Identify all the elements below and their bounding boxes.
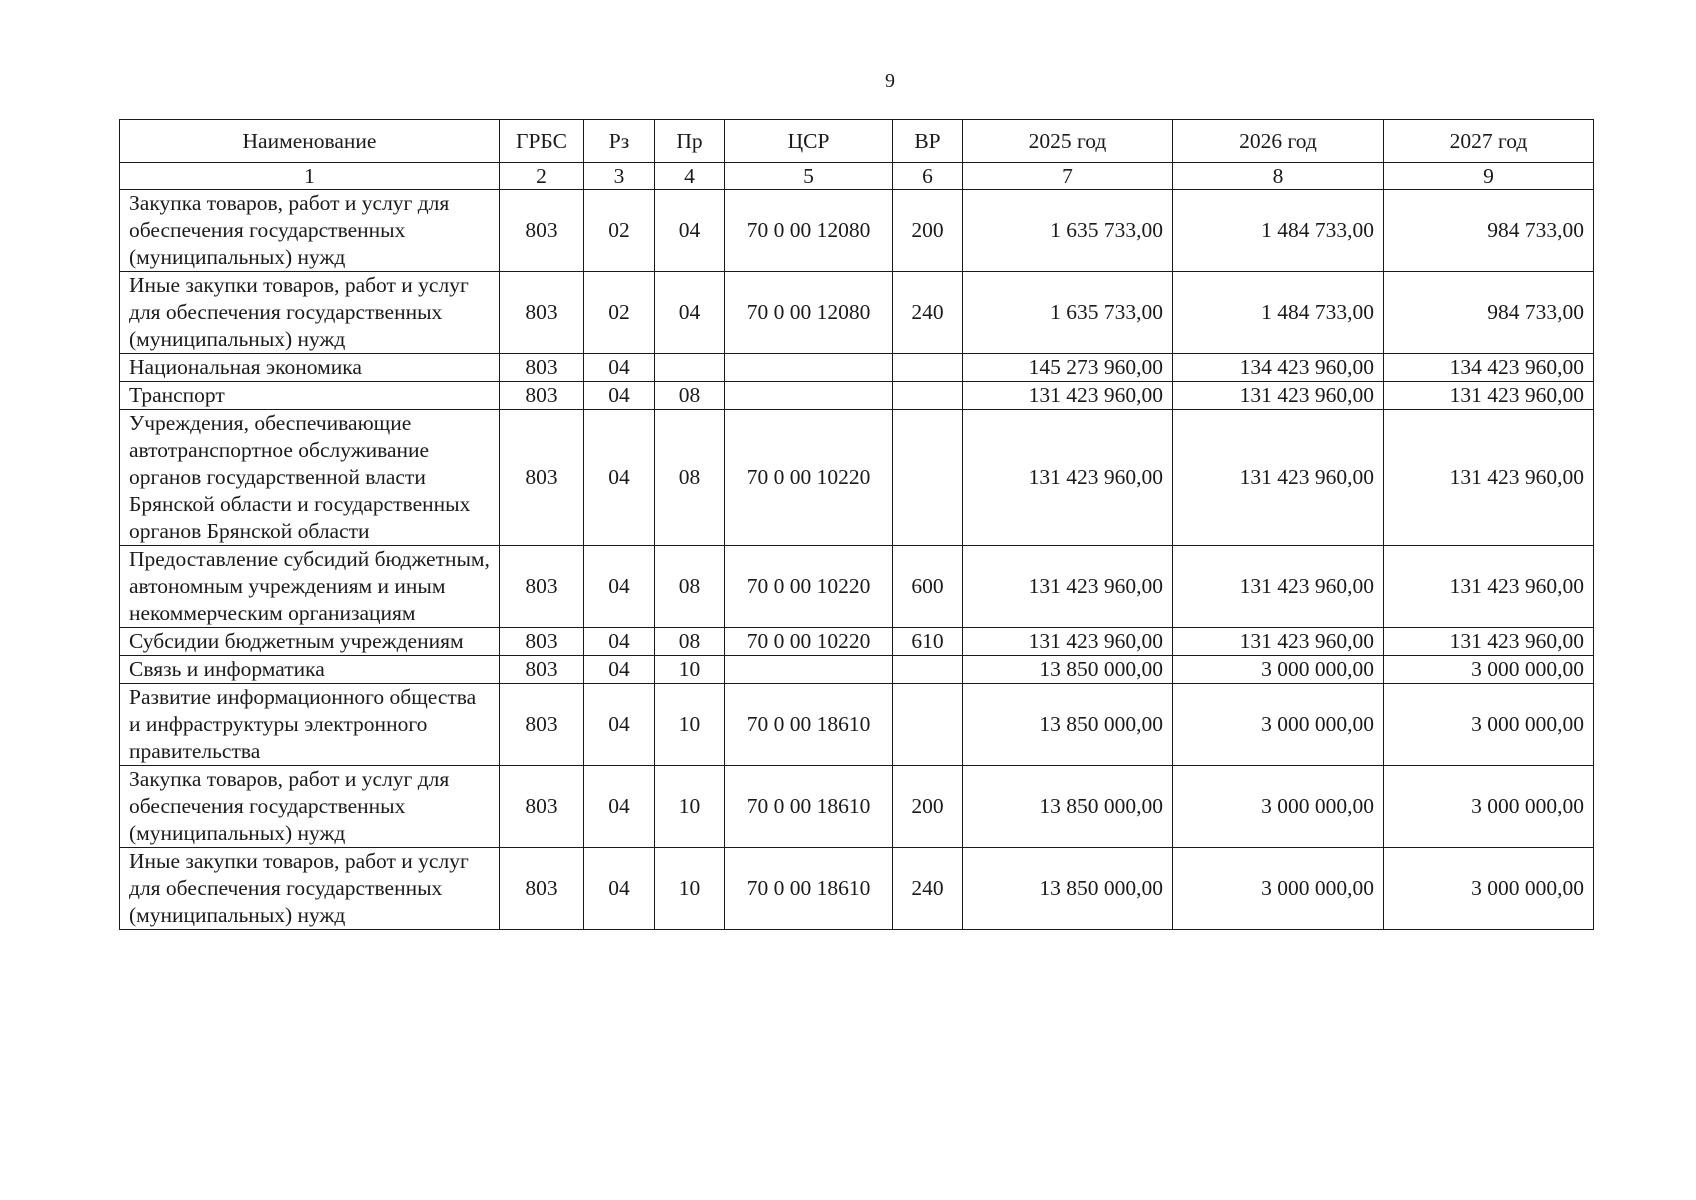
csr-cell: 70 0 00 12080 (725, 190, 893, 272)
table-row (120, 656, 1594, 684)
header-csr: ЦСР (725, 120, 893, 163)
pr-cell: 10 (655, 656, 725, 684)
pr-cell: 04 (655, 190, 725, 272)
grbs-cell: 803 (500, 410, 584, 546)
pr-cell: 04 (655, 272, 725, 354)
grbs-cell: 803 (500, 546, 584, 628)
name-cell: Связь и информатика (120, 656, 500, 684)
amount-2027-cell: 3 000 000,00 (1384, 684, 1594, 766)
vr-cell (893, 656, 963, 684)
pr-cell: 10 (655, 684, 725, 766)
rz-cell: 04 (584, 382, 655, 410)
amount-2026-cell: 1 484 733,00 (1173, 190, 1384, 272)
csr-cell: 70 0 00 10220 (725, 628, 893, 656)
table-row (120, 410, 1594, 546)
header-2027: 2027 год (1384, 120, 1594, 163)
amount-2025-cell: 13 850 000,00 (963, 766, 1173, 848)
vr-cell: 200 (893, 190, 963, 272)
name-cell: Национальная экономика (120, 354, 500, 382)
name-cell: Закупка товаров, работ и услуг для обеспечения государственных (муниципальных) нужд (120, 766, 500, 848)
amount-2025-cell: 131 423 960,00 (963, 382, 1173, 410)
table-row (120, 848, 1594, 930)
amount-2026-cell: 131 423 960,00 (1173, 382, 1384, 410)
table-row (120, 628, 1594, 656)
pr-cell: 10 (655, 766, 725, 848)
name-cell: Учреждения, обеспечивающие автотранспортное обслуживание органов государственной власти Брянской области и государственных органов Брянской области (120, 410, 500, 546)
name-cell: Транспорт (120, 382, 500, 410)
name-cell: Иные закупки товаров, работ и услуг для обеспечения государственных (муниципальных) нужд (120, 272, 500, 354)
pr-cell (655, 354, 725, 382)
table-row (120, 684, 1594, 766)
pr-cell: 08 (655, 410, 725, 546)
table-row (120, 272, 1594, 354)
header-rz: Рз (584, 120, 655, 163)
amount-2026-cell: 134 423 960,00 (1173, 354, 1384, 382)
rz-cell: 04 (584, 848, 655, 930)
grbs-cell: 803 (500, 190, 584, 272)
amount-2025-cell: 13 850 000,00 (963, 684, 1173, 766)
grbs-cell: 803 (500, 656, 584, 684)
amount-2027-cell: 3 000 000,00 (1384, 766, 1594, 848)
table-row (120, 546, 1594, 628)
column-number-row (120, 163, 1594, 190)
grbs-cell: 803 (500, 766, 584, 848)
amount-2027-cell: 131 423 960,00 (1384, 628, 1594, 656)
header-name: Наименование (120, 120, 500, 163)
column-number: 8 (1173, 163, 1384, 190)
amount-2025-cell: 1 635 733,00 (963, 190, 1173, 272)
amount-2026-cell: 131 423 960,00 (1173, 546, 1384, 628)
grbs-cell: 803 (500, 684, 584, 766)
rz-cell: 04 (584, 354, 655, 382)
vr-cell: 610 (893, 628, 963, 656)
rz-cell: 04 (584, 628, 655, 656)
column-number: 9 (1384, 163, 1594, 190)
column-number: 6 (893, 163, 963, 190)
vr-cell: 240 (893, 848, 963, 930)
name-cell: Иные закупки товаров, работ и услуг для обеспечения государственных (муниципальных) нужд (120, 848, 500, 930)
amount-2025-cell: 131 423 960,00 (963, 410, 1173, 546)
csr-cell: 70 0 00 18610 (725, 848, 893, 930)
table-row (120, 354, 1594, 382)
amount-2026-cell: 3 000 000,00 (1173, 684, 1384, 766)
amount-2027-cell: 131 423 960,00 (1384, 546, 1594, 628)
amount-2026-cell: 131 423 960,00 (1173, 410, 1384, 546)
amount-2027-cell: 131 423 960,00 (1384, 410, 1594, 546)
name-cell: Закупка товаров, работ и услуг для обеспечения государственных (муниципальных) нужд (120, 190, 500, 272)
amount-2026-cell: 3 000 000,00 (1173, 848, 1384, 930)
column-number: 2 (500, 163, 584, 190)
amount-2025-cell: 131 423 960,00 (963, 628, 1173, 656)
rz-cell: 04 (584, 546, 655, 628)
grbs-cell: 803 (500, 382, 584, 410)
amount-2027-cell: 134 423 960,00 (1384, 354, 1594, 382)
column-number: 5 (725, 163, 893, 190)
amount-2025-cell: 13 850 000,00 (963, 656, 1173, 684)
table-row (120, 190, 1594, 272)
vr-cell: 200 (893, 766, 963, 848)
csr-cell: 70 0 00 10220 (725, 546, 893, 628)
rz-cell: 04 (584, 410, 655, 546)
vr-cell: 240 (893, 272, 963, 354)
vr-cell (893, 684, 963, 766)
amount-2026-cell: 1 484 733,00 (1173, 272, 1384, 354)
pr-cell: 08 (655, 628, 725, 656)
name-cell: Развитие информационного общества и инфраструктуры электронного правительства (120, 684, 500, 766)
csr-cell: 70 0 00 18610 (725, 684, 893, 766)
table-row (120, 766, 1594, 848)
vr-cell (893, 354, 963, 382)
column-number: 4 (655, 163, 725, 190)
amount-2026-cell: 3 000 000,00 (1173, 766, 1384, 848)
amount-2025-cell: 13 850 000,00 (963, 848, 1173, 930)
vr-cell (893, 410, 963, 546)
amount-2027-cell: 3 000 000,00 (1384, 848, 1594, 930)
name-cell: Предоставление субсидий бюджетным, автономным учреждениям и иным некоммерческим организациям (120, 546, 500, 628)
amount-2027-cell: 131 423 960,00 (1384, 382, 1594, 410)
csr-cell (725, 656, 893, 684)
table-row (120, 382, 1594, 410)
grbs-cell: 803 (500, 272, 584, 354)
header-grbs: ГРБС (500, 120, 584, 163)
rz-cell: 04 (584, 684, 655, 766)
amount-2025-cell: 131 423 960,00 (963, 546, 1173, 628)
vr-cell: 600 (893, 546, 963, 628)
csr-cell: 70 0 00 18610 (725, 766, 893, 848)
amount-2027-cell: 984 733,00 (1384, 272, 1594, 354)
header-pr: Пр (655, 120, 725, 163)
rz-cell: 02 (584, 190, 655, 272)
page-number: 9 (885, 70, 895, 92)
amount-2025-cell: 1 635 733,00 (963, 272, 1173, 354)
amount-2027-cell: 984 733,00 (1384, 190, 1594, 272)
header-row (120, 120, 1594, 163)
header-2026: 2026 год (1173, 120, 1384, 163)
name-cell: Субсидии бюджетным учреждениям (120, 628, 500, 656)
amount-2027-cell: 3 000 000,00 (1384, 656, 1594, 684)
rz-cell: 02 (584, 272, 655, 354)
budget-table (119, 119, 1594, 930)
column-number: 7 (963, 163, 1173, 190)
header-2025: 2025 год (963, 120, 1173, 163)
amount-2025-cell: 145 273 960,00 (963, 354, 1173, 382)
csr-cell (725, 354, 893, 382)
csr-cell: 70 0 00 12080 (725, 272, 893, 354)
header-vr: ВР (893, 120, 963, 163)
csr-cell (725, 382, 893, 410)
amount-2026-cell: 131 423 960,00 (1173, 628, 1384, 656)
rz-cell: 04 (584, 766, 655, 848)
grbs-cell: 803 (500, 354, 584, 382)
vr-cell (893, 382, 963, 410)
pr-cell: 08 (655, 546, 725, 628)
pr-cell: 08 (655, 382, 725, 410)
grbs-cell: 803 (500, 848, 584, 930)
grbs-cell: 803 (500, 628, 584, 656)
column-number: 3 (584, 163, 655, 190)
pr-cell: 10 (655, 848, 725, 930)
rz-cell: 04 (584, 656, 655, 684)
amount-2026-cell: 3 000 000,00 (1173, 656, 1384, 684)
csr-cell: 70 0 00 10220 (725, 410, 893, 546)
column-number: 1 (120, 163, 500, 190)
